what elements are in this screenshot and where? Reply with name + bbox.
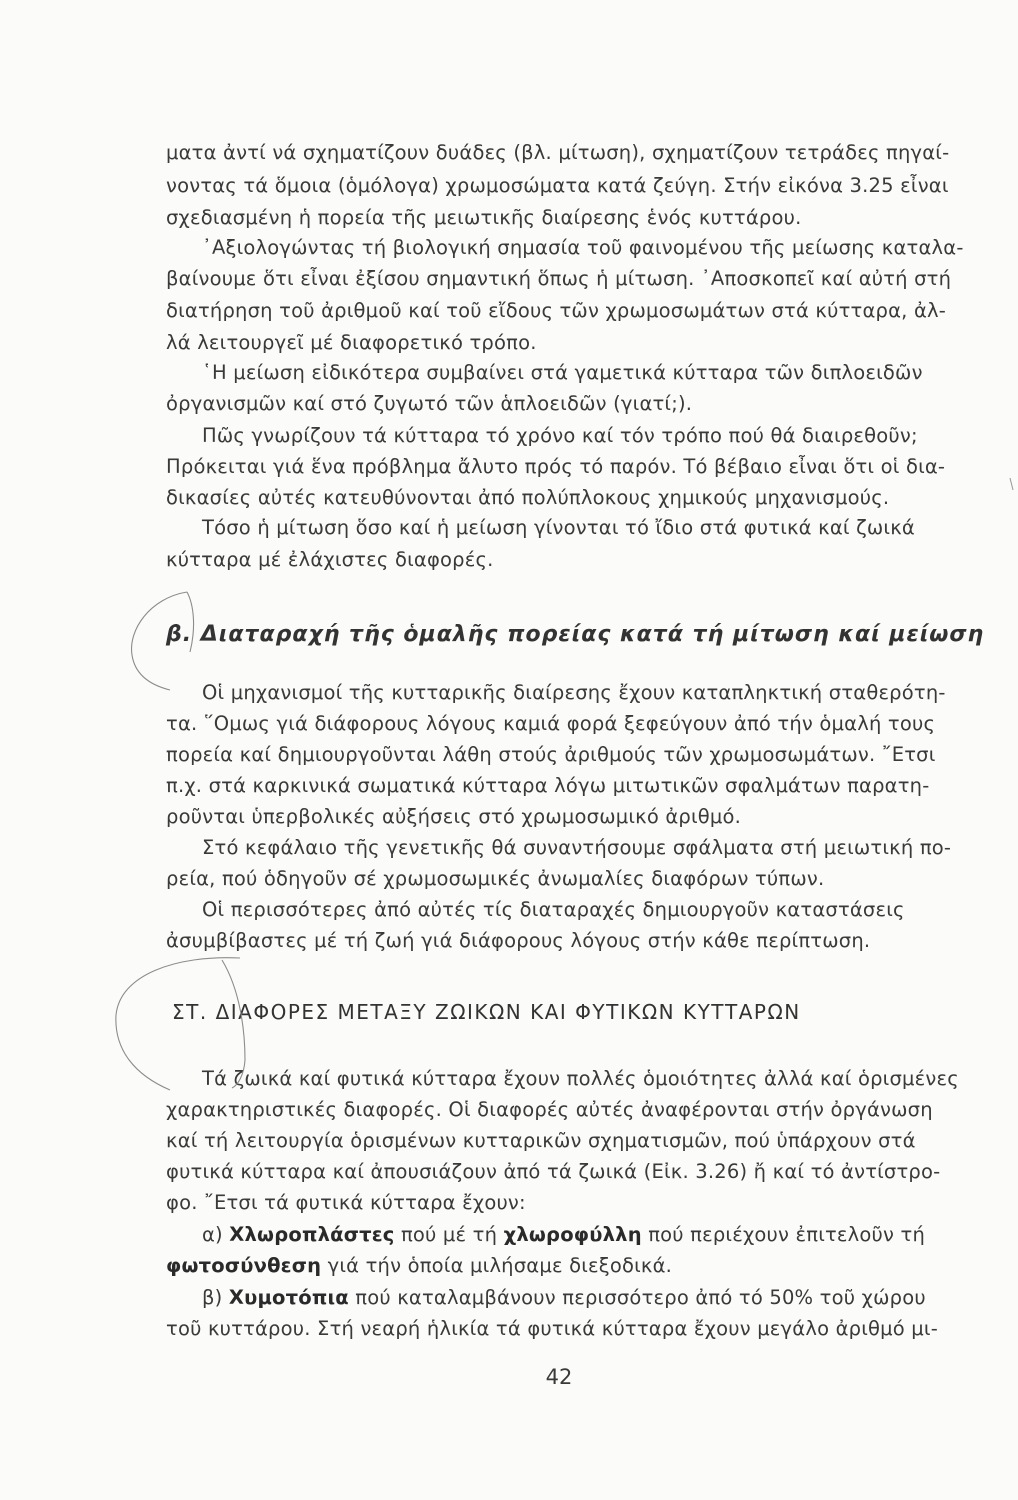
text-line: πορεία καί δημιουργοῦνται λάθη στούς ἀριθμούς τῶν χρωμοσωμάτων. ῎Ετσι	[166, 743, 936, 766]
text-line: ροῦνται ὑπερβολικές αὐξήσεις στό χρωμοσωμικό ἀριθμό.	[166, 805, 742, 828]
text-line: ὀργανισμῶν καί στό ζυγωτό τῶν ἁπλοειδῶν (γιατί;).	[166, 392, 693, 415]
text-span: πού καταλαμβάνουν περισσότερο ἀπό τό 50% τοῦ χώρου	[348, 1286, 926, 1309]
text-line: Πῶς γνωρίζουν τά κύτταρα τό χρόνο καί τόν τρόπο πού θά διαιρεθοῦν;	[202, 424, 918, 447]
term: φωτοσύνθεση	[166, 1254, 322, 1277]
text-line: Οἱ μηχανισμοί τῆς κυτταρικῆς διαίρεσης ἔχουν καταπληκτική σταθερότη-	[202, 681, 946, 704]
text-line: Τόσο ἡ μίτωση ὅσο καί ἡ μείωση γίνονται τό ἴδιο στά φυτικά καί ζωικά	[202, 516, 915, 539]
text-line: ᾽Αξιολογώντας τή βιολογική σημασία τοῦ φαινομένου τῆς μείωσης καταλα-	[202, 236, 964, 259]
list-marker: α)	[202, 1223, 223, 1246]
text-line: λά λειτουργεῖ μέ διαφορετικό τρόπο.	[166, 331, 537, 354]
text-line: τα. ῞Ομως γιά διάφορους λόγους καμιά φορά ξεφεύγουν ἀπό τήν ὁμαλή τους	[166, 712, 936, 735]
text-span: πού περιέχουν ἐπιτελοῦν τή	[641, 1223, 926, 1246]
section-title: Διαταραχή τῆς ὁμαλῆς πορείας κατά τή μίτωση καί μείωση	[200, 622, 985, 647]
text-line: ἀσυμβίβαστες μέ τή ζωή γιά διάφορους λόγους στήν κάθε περίπτωση.	[166, 929, 871, 952]
section-number: β.	[166, 622, 193, 647]
text-line: νοντας τά ὅμοια (ὁμόλογα) χρωμοσώματα κατά ζεύγη. Στήν εἰκόνα 3.25 εἶναι	[166, 174, 949, 197]
text-span: πού μέ τή	[394, 1223, 504, 1246]
list-item-b	[202, 1285, 946, 1311]
text-line: ῾Η μείωση εἰδικότερα συμβαίνει στά γαμετικά κύτταρα τῶν διπλοειδῶν	[202, 361, 923, 384]
text-line: σχεδιασμένη ἡ πορεία τῆς μειωτικῆς διαίρεσης ἑνός κυττάρου.	[166, 206, 802, 229]
text-line: ρεία, πού ὁδηγοῦν σέ χρωμοσωμικές ἀνωμαλίες διαφόρων τύπων.	[166, 867, 825, 890]
text-line: ματα ἀντί νά σχηματίζουν δυάδες (βλ. μίτωση), σχηματίζουν τετράδες πηγαί-	[166, 141, 950, 164]
list-marker: β)	[202, 1286, 223, 1309]
text-line: Πρόκειται γιά ἕνα πρόβλημα ἄλυτο πρός τό παρόν. Τό βέβαιο εἶναι ὅτι οἱ δια-	[166, 455, 946, 478]
text-line: βαίνουμε ὅτι εἶναι ἐξίσου σημαντική ὅπως ἡ μίτωση. ᾽Αποσκοπεῖ καί αὐτή στή	[166, 267, 952, 290]
text-line: Τά ζωικά καί φυτικά κύτταρα ἔχουν πολλές ὁμοιότητες ἀλλά καί ὁρισμένες	[202, 1067, 959, 1090]
list-item-a	[202, 1222, 946, 1248]
section-heading-b	[166, 622, 984, 647]
text-line: Οἱ περισσότερες ἀπό αὐτές τίς διαταραχές δημιουργοῦν καταστάσεις	[202, 898, 905, 921]
list-item-a-cont	[166, 1253, 946, 1279]
term: Χυμοτόπια	[228, 1286, 349, 1309]
text-line: φο. ῎Ετσι τά φυτικά κύτταρα ἔχουν:	[166, 1191, 526, 1214]
term: χλωροφύλλη	[503, 1223, 642, 1246]
text-line: δικασίες αὐτές κατευθύνονται ἀπό πολύπλοκους χημικούς μηχανισμούς.	[166, 486, 890, 509]
text-span: γιά τήν ὁποία μιλήσαμε διεξοδικά.	[321, 1254, 673, 1277]
term: Χλωροπλάστες	[229, 1223, 395, 1246]
text-line: κύτταρα μέ ἐλάχιστες διαφορές.	[166, 548, 494, 571]
text-line: καί τή λειτουργία ὁρισμένων κυτταρικῶν σχηματισμῶν, πού ὑπάρχουν στά	[166, 1129, 916, 1152]
text-line: φυτικά κύτταρα καί ἀπουσιάζουν ἀπό τά ζωικά (Εἰκ. 3.26) ἤ καί τό ἀντίστρο-	[166, 1160, 941, 1183]
page-number: 42	[545, 1365, 573, 1389]
section-heading-st: ΣΤ. ΔΙΑΦΟΡΕΣ ΜΕΤΑΞΥ ΖΩΙΚΩΝ ΚΑΙ ΦΥΤΙΚΩΝ ΚΥΤΤΑΡΩΝ	[172, 1000, 801, 1024]
text-line: π.χ. στά καρκινικά σωματικά κύτταρα λόγω μιτωτικῶν σφαλμάτων παρατη-	[166, 774, 930, 797]
text-line: τοῦ κυττάρου. Στή νεαρή ἡλικία τά φυτικά κύτταρα ἔχουν μεγάλο ἀριθμό μι-	[166, 1317, 938, 1340]
text-line: Στό κεφάλαιο τῆς γενετικῆς θά συναντήσουμε σφάλματα στή μειωτική πο-	[202, 836, 952, 859]
text-line: χαρακτηριστικές διαφορές. Οἱ διαφορές αὐτές ἀναφέρονται στήν ὀργάνωση	[166, 1098, 933, 1121]
text-line: διατήρηση τοῦ ἀριθμοῦ καί τοῦ εἴδους τῶν χρωμοσωμάτων στά κύτταρα, ἀλ-	[166, 299, 946, 322]
